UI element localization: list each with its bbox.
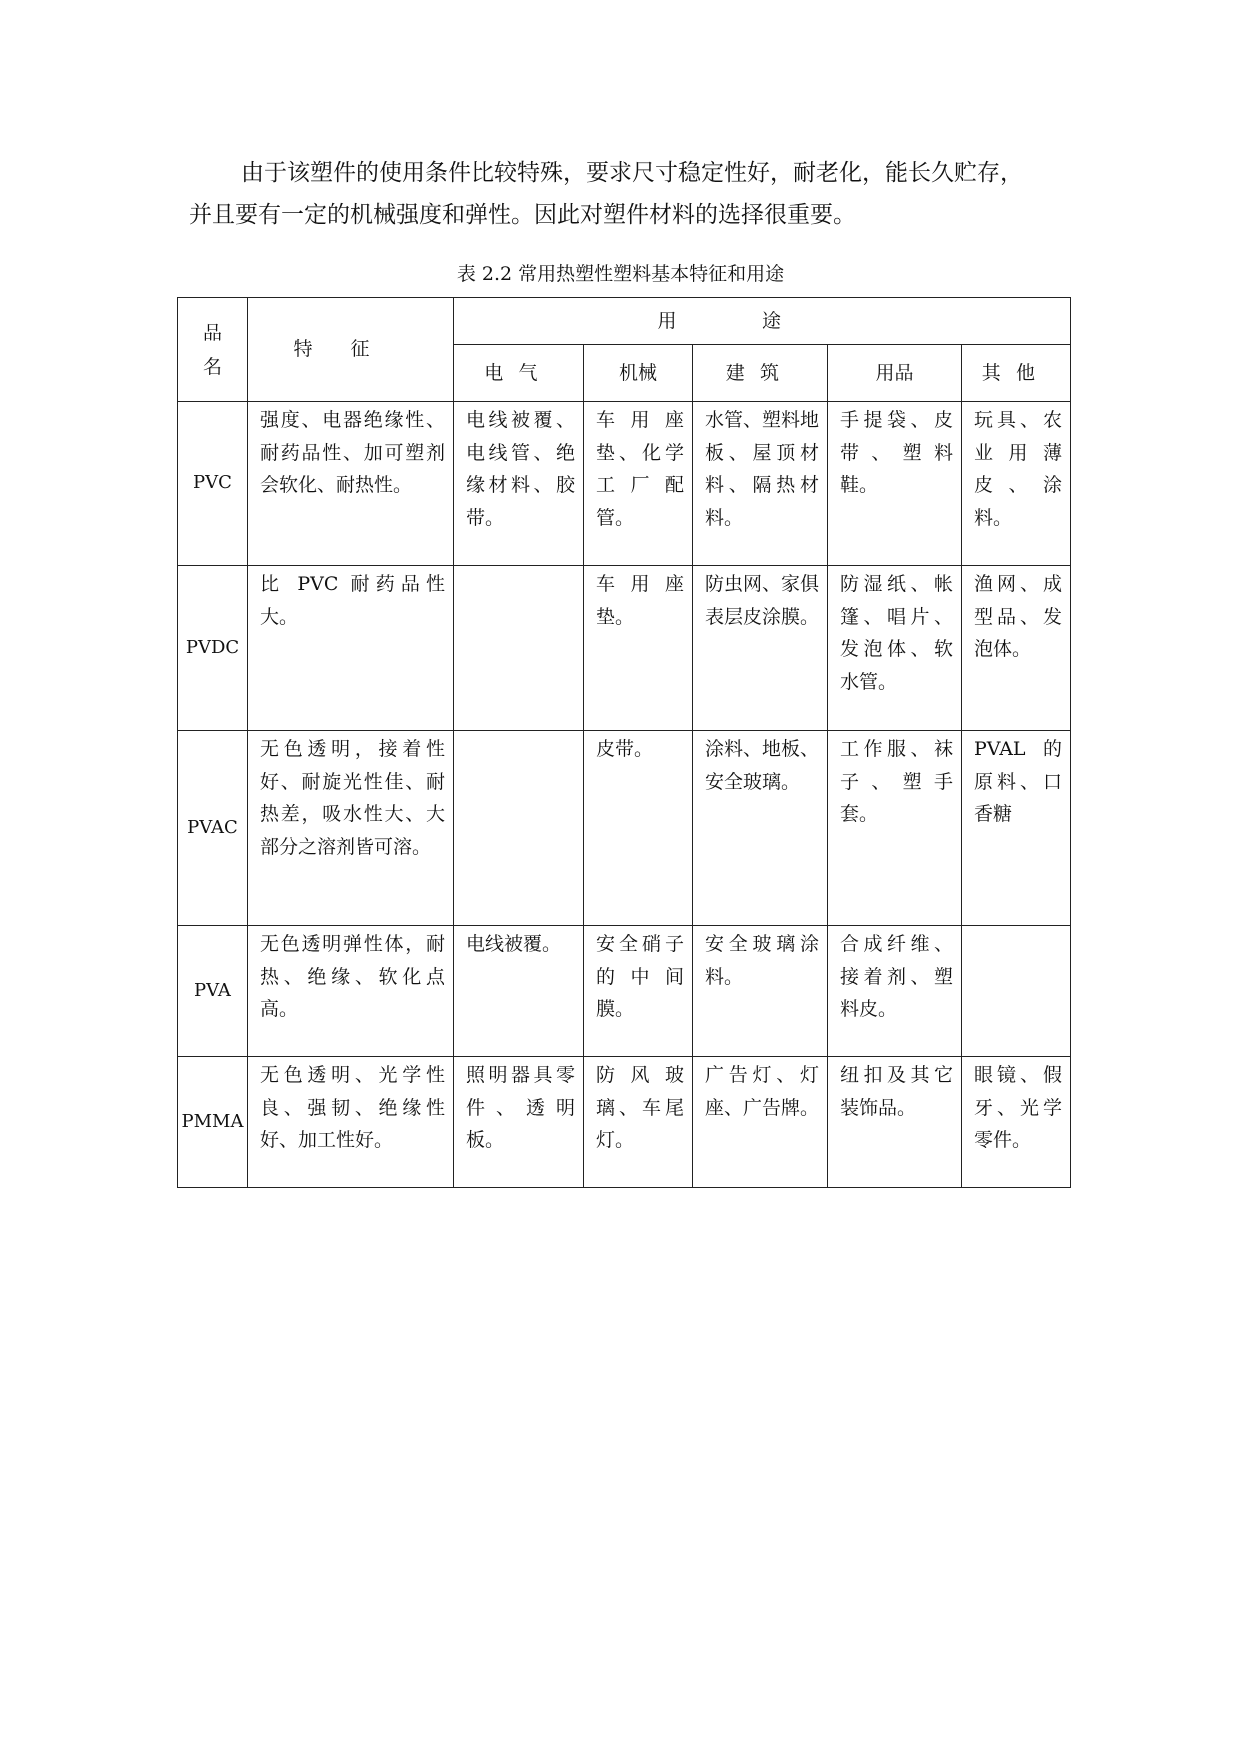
row-goods: 手提袋、皮带、塑料鞋。 xyxy=(828,402,962,566)
header-electrical: 电气 xyxy=(454,345,584,402)
header-machinery: 机械 xyxy=(584,345,693,402)
paragraph-line-2: 并且要有一定的机械强度和弹性。因此对塑件材料的选择很重要。 xyxy=(189,202,856,228)
row-machinery: 皮带。 xyxy=(584,731,693,926)
row-name: PVC xyxy=(178,402,248,566)
header-name: 品名 xyxy=(178,298,248,402)
header-goods: 用品 xyxy=(828,345,962,402)
row-electrical xyxy=(454,731,584,926)
row-machinery: 防风玻璃、车尾灯。 xyxy=(584,1057,693,1188)
row-goods: 工作服、袜子、塑手套。 xyxy=(828,731,962,926)
row-other: PVAL 的原料、口香糖 xyxy=(962,731,1071,926)
row-goods: 纽扣及其它装饰品。 xyxy=(828,1057,962,1188)
row-name: PVA xyxy=(178,926,248,1057)
header-usage: 用途 xyxy=(454,298,1071,345)
body-paragraph xyxy=(189,152,1069,236)
row-machinery: 车用座垫。 xyxy=(584,566,693,731)
header-feature: 特征 xyxy=(248,298,454,402)
row-construction: 广告灯、灯座、广告牌。 xyxy=(693,1057,828,1188)
header-other: 其他 xyxy=(962,345,1071,402)
header-construction: 建筑 xyxy=(693,345,828,402)
row-feature: 强度、电器绝缘性、耐药品性、加可塑剂会软化、耐热性。 xyxy=(248,402,454,566)
row-machinery: 车用座垫、化学工厂配管。 xyxy=(584,402,693,566)
row-name: PVAC xyxy=(178,731,248,926)
row-feature: 无色透明，接着性好、耐旋光性佳、耐热差，吸水性大、大部分之溶剂皆可溶。 xyxy=(248,731,454,926)
row-construction: 安全玻璃涂料。 xyxy=(693,926,828,1057)
row-construction: 涂料、地板、安全玻璃。 xyxy=(693,731,828,926)
row-other xyxy=(962,926,1071,1057)
row-feature: 无色透明、光学性良、强韧、绝缘性好、加工性好。 xyxy=(248,1057,454,1188)
row-electrical: 电线被覆。 xyxy=(454,926,584,1057)
table-row xyxy=(178,731,1071,926)
row-other: 眼镜、假牙、光学零件。 xyxy=(962,1057,1071,1188)
table-row xyxy=(178,566,1071,731)
table-row xyxy=(178,926,1071,1057)
row-electrical: 电线被覆、电线管、绝缘材料、胶带。 xyxy=(454,402,584,566)
row-machinery: 安全硝子的中间膜。 xyxy=(584,926,693,1057)
header-row-1 xyxy=(178,298,1071,345)
row-feature: 比 PVC 耐药品性大。 xyxy=(248,566,454,731)
row-construction: 防虫网、家俱表层皮涂膜。 xyxy=(693,566,828,731)
row-other: 渔网、成型品、发泡体。 xyxy=(962,566,1071,731)
table-row xyxy=(178,402,1071,566)
plastics-table xyxy=(177,297,1071,1188)
row-goods: 合成纤维、接着剂、塑料皮。 xyxy=(828,926,962,1057)
row-construction: 水管、塑料地板、屋顶材料、隔热材料。 xyxy=(693,402,828,566)
table-row xyxy=(178,1057,1071,1188)
table-caption: 表 2.2 常用热塑性塑料基本特征和用途 xyxy=(456,263,785,285)
row-name: PVDC xyxy=(178,566,248,731)
paragraph-line-1: 由于该塑件的使用条件比较特殊，要求尺寸稳定性好，耐老化，能长久贮存， xyxy=(241,160,1023,186)
row-electrical: 照明器具零件、透明板。 xyxy=(454,1057,584,1188)
row-electrical xyxy=(454,566,584,731)
row-other: 玩具、农业用薄皮、涂料。 xyxy=(962,402,1071,566)
row-name: PMMA xyxy=(178,1057,248,1188)
row-feature: 无色透明弹性体，耐热、绝缘、软化点高。 xyxy=(248,926,454,1057)
row-goods: 防湿纸、帐篷、唱片、发泡体、软水管。 xyxy=(828,566,962,731)
